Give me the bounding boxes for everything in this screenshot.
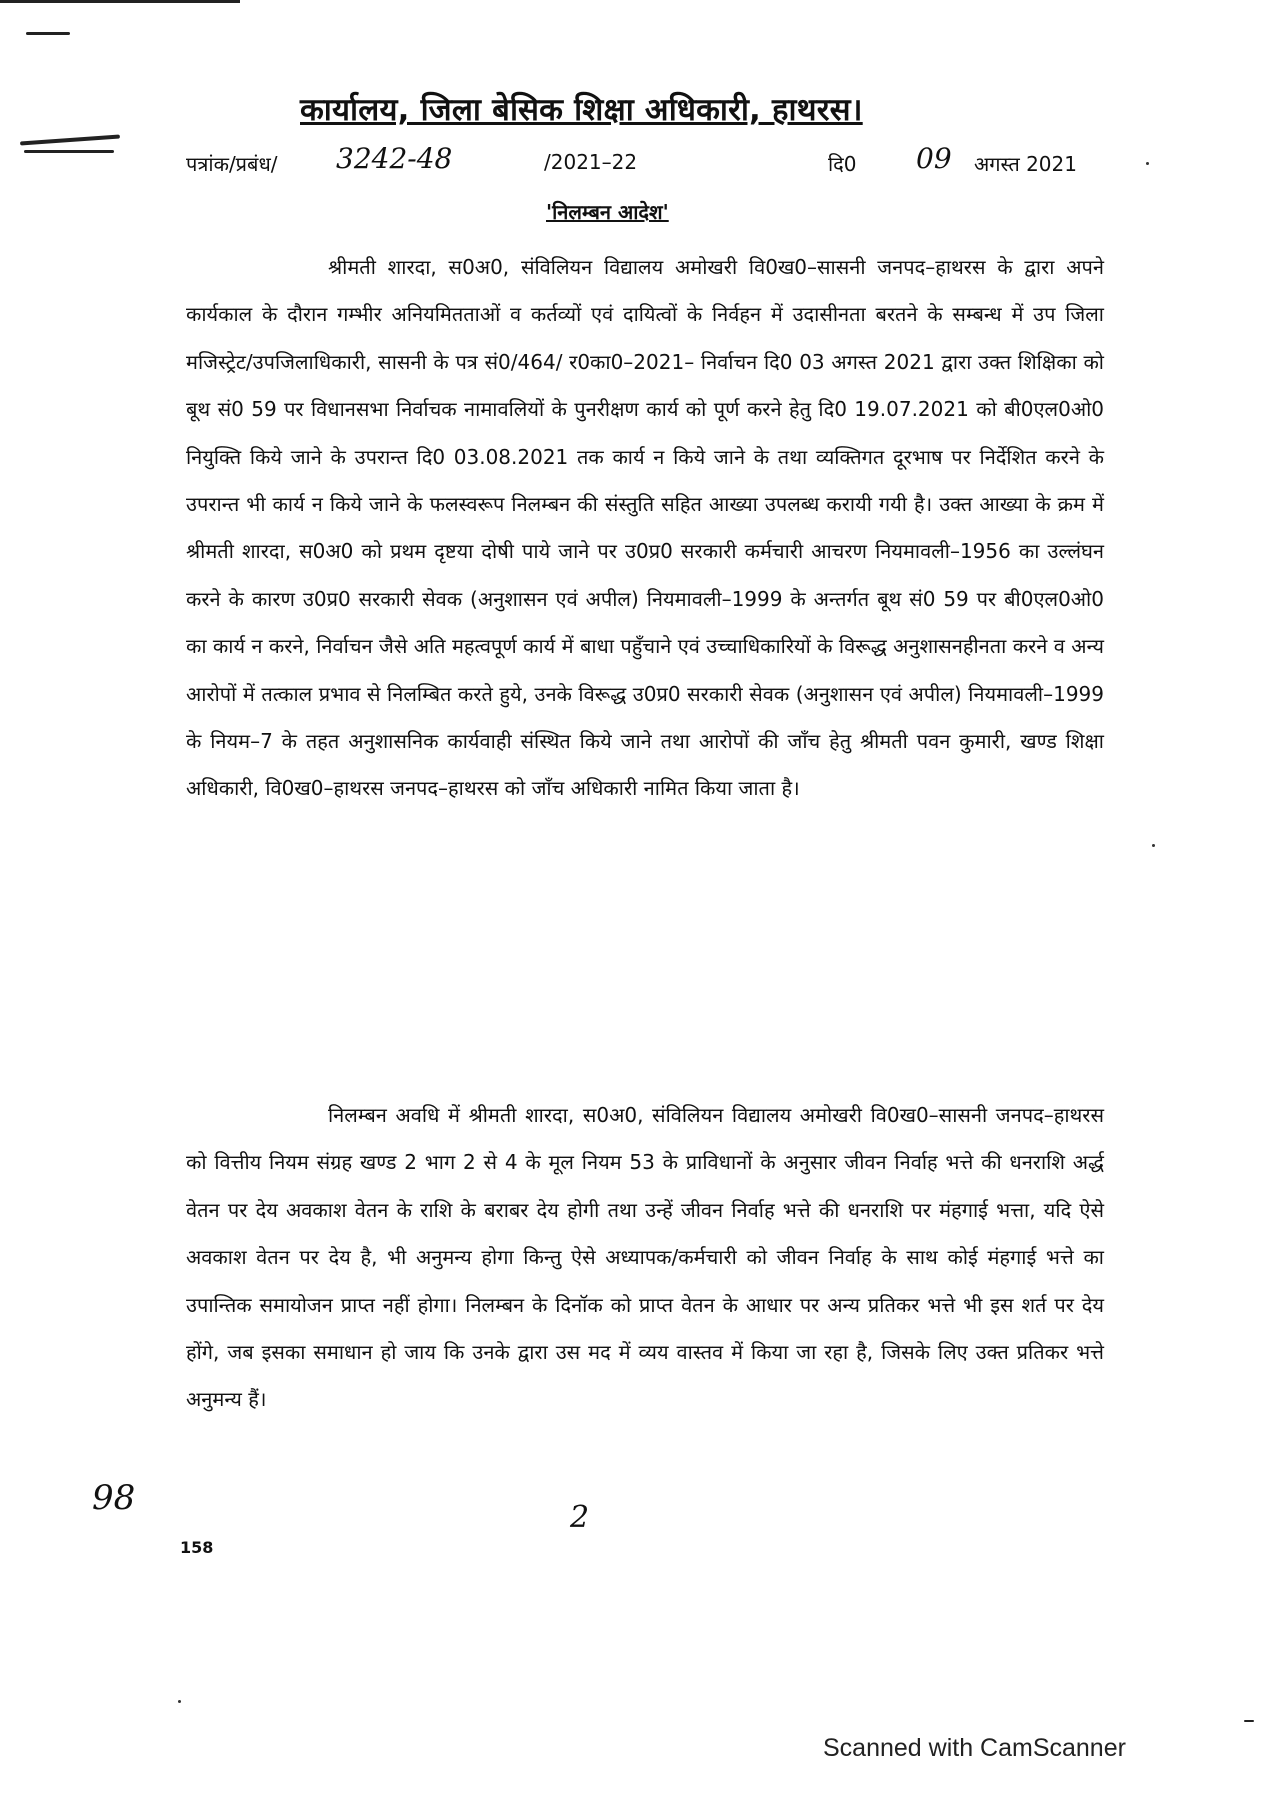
scan-edge-top xyxy=(0,0,240,3)
speck xyxy=(1152,844,1155,847)
reference-year: /2021–22 xyxy=(544,150,638,174)
body-paragraph-1 xyxy=(186,244,1104,813)
reference-number-handwritten: 3242-48 xyxy=(336,142,453,175)
scanner-watermark: Scanned with CamScanner xyxy=(823,1734,1126,1762)
date-text: अगस्त 2021 xyxy=(974,152,1077,176)
speck xyxy=(1146,162,1149,165)
punch-mark xyxy=(26,32,70,35)
date-label: दि0 xyxy=(828,152,857,176)
paragraph-text: श्रीमती शारदा, स0अ0, संविलियन विद्यालय अमोखरी वि0ख0–सासनी जनपद–हाथरस के द्वारा अपने कार्यकाल के दौरान गम्भीर अनियमितताओं व कर्तव्यों एवं दायित्वों के निर्वहन में उदासीनता बरतने के सम्बन्ध में उप जिला मजिस्ट्रेट/उपजिलाधिकारी, सासनी के पत्र सं0/464/ र0का0–2021– निर्वाचन दि0 03 अगस्त 2021 द्वारा उक्त शिक्षिका को बूथ सं0 59 पर विधानसभा निर्वाचक नामावलियों के पुनरीक्षण कार्य को पूर्ण करने हेतु दि0 19.07.2021 को बी0एल0ओ0 नियुक्ति किये जाने के उपरान्त दि0 03.08.2021 तक कार्य न किये जाने के तथा व्यक्तिगत दूरभाष पर निर्देशित करने के उपरान्त भी कार्य न किये जाने के फलस्वरूप निलम्बन की संस्तुति सहित आख्या उपलब्ध करायी गयी है। उक्त आख्या के क्रम में श्रीमती शारदा, स0अ0 को प्रथम दृष्टया दोषी पाये जाने पर उ0प्र0 सरकारी कर्मचारी आचरण नियमावली–1956 का उल्लंघन करने के कारण उ0प्र0 सरकारी सेवक (अनुशासन एवं अपील) नियमावली–1999 के अन्तर्गत बूथ सं0 59 पर बी0एल0ओ0 का कार्य न करने, निर्वाचन जैसे अति महत्वपूर्ण कार्य में बाधा पहुँचाने एवं उच्चाधिकारियों के विरूद्ध अनुशासनहीनता करने व अन्य आरोपों में तत्काल प्रभाव से निलम्बित करते हुये, उनके विरूद्ध उ0प्र0 सरकारी सेवक (अनुशासन एवं अपील) नियमावली–1999 के नियम–7 के तहत अनुशासनिक कार्यवाही संस्थित किये जाने तथा आरोपों की जाँच हेतु श्रीमती पवन कुमारी, खण्ड शिक्षा अधिकारी, वि0ख0–हाथरस जनपद–हाथरस को जाँच अधिकारी नामित किया जाता है। xyxy=(186,255,1104,801)
page-number: 158 xyxy=(180,1538,214,1557)
office-heading: कार्यालय, जिला बेसिक शिक्षा अधिकारी, हाथरस। xyxy=(300,92,863,128)
reference-line xyxy=(186,142,1106,190)
order-subject: 'निलम्बन आदेश' xyxy=(546,200,669,224)
reference-label: पत्रांक/प्रबंध/ xyxy=(186,152,278,176)
handwritten-initial: 2 xyxy=(570,1500,590,1535)
date-day-handwritten: 09 xyxy=(916,142,952,175)
margin-scribble xyxy=(24,150,114,153)
handwritten-margin-note: 98 xyxy=(92,1478,136,1518)
paragraph-text: निलम्बन अवधि में श्रीमती शारदा, स0अ0, संविलियन विद्यालय अमोखरी वि0ख0–सासनी जनपद–हाथरस को वित्तीय नियम संग्रह खण्ड 2 भाग 2 से 4 के मूल नियम 53 के प्राविधानों के अनुसार जीवन निर्वाह भत्ते की धनराशि अर्द्ध वेतन पर देय अवकाश वेतन के राशि के बराबर देय होगी तथा उन्हें जीवन निर्वाह भत्ते की धनराशि पर मंहगाई भत्ता, यदि ऐसे अवकाश वेतन पर देय है, भी अनुमन्य होगा किन्तु ऐसे अध्यापक/कर्मचारी को जीवन निर्वाह के साथ कोई मंहगाई भत्ते का उपान्तिक समायोजन प्राप्त नहीं होगा। निलम्बन के दिनॉक को प्राप्त वेतन के आधार पर अन्य प्रतिकर भत्ते भी इस शर्त पर देय होंगे, जब इसका समाधान हो जाय कि उनके द्वारा उस मद में व्यय वास्तव में किया जा रहा है, जिसके लिए उक्त प्रतिकर भत्ते अनुमन्य हैं। xyxy=(186,1103,1104,1412)
body-paragraph-2 xyxy=(186,1092,1104,1424)
speck xyxy=(178,1700,181,1703)
margin-scribble xyxy=(20,135,120,146)
edge-mark xyxy=(1244,1720,1254,1722)
